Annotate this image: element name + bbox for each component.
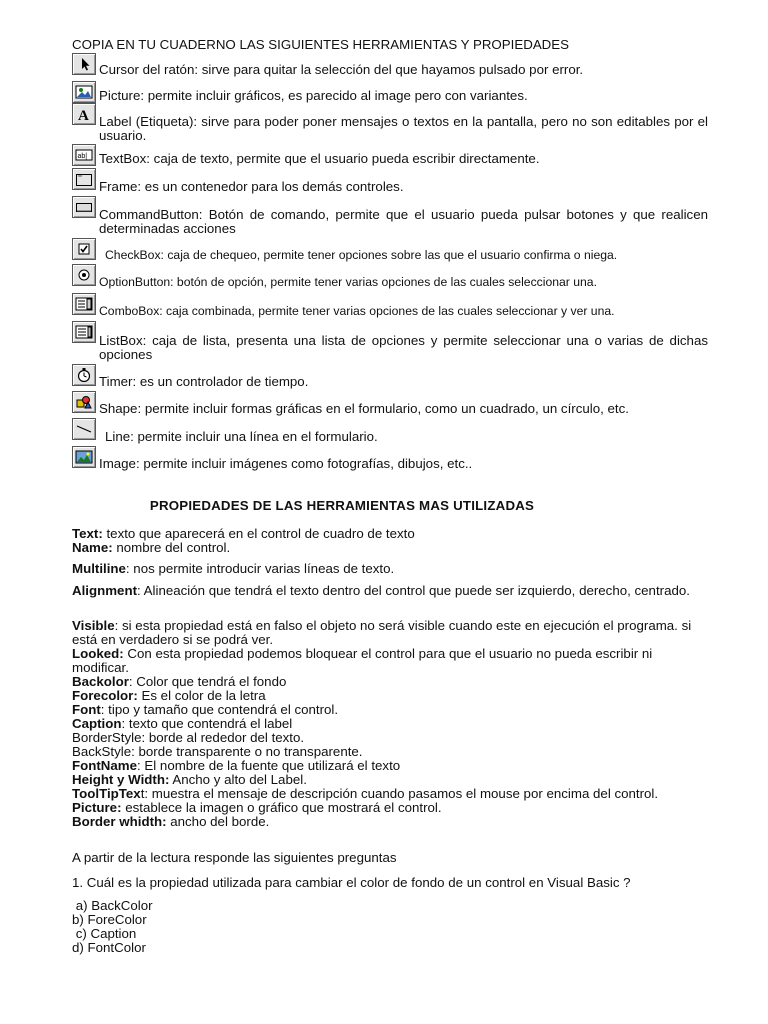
tool-item-shape [72,391,708,416]
property-desc: ancho del borde. [166,814,270,829]
question: 1. Cuál es la propiedad utilizada para cambiar el color de fondo de un control en Visual Basic ? [72,875,631,890]
property-desc: : texto que contendrá el label [121,716,293,731]
instruction: A partir de la lectura responde las siguientes preguntas [72,850,397,865]
textbox-icon [72,144,96,166]
tool-item-textbox [72,144,708,166]
property-name: Height y Width: [72,772,170,787]
property-group [72,619,712,829]
svg-text:ab|: ab| [77,153,88,160]
image-icon [72,446,96,468]
property-desc: : El nombre de la fuente que utilizará el texto [137,758,401,773]
shape-icon [72,391,96,413]
tool-text-listbox: ListBox: caja de lista, presenta una lista de opciones y permite seleccionar una o varias de dichas opciones [99,333,708,362]
tool-text-frame: Frame: es un contenedor para los demás controles. [99,179,404,194]
tool-text-shape: Shape: permite incluir formas gráficas en el formulario, como un cuadrado, un círculo, etc. [99,401,629,416]
property-desc: nombre del control. [112,540,231,555]
property-name: Picture: [72,800,122,815]
timer-icon [72,364,96,386]
tool-item-line [72,418,708,444]
tool-item-timer [72,364,708,389]
picture-icon [72,81,96,103]
tool-item-cursor [72,53,708,77]
tool-item-image [72,446,708,471]
tool-text-image: Image: permite incluir imágenes como fotografías, dibujos, etc.. [99,456,473,471]
line-icon [72,418,96,440]
commandbutton-icon [72,196,96,218]
tool-text-combobox: ComboBox: caja combinada, permite tener varias opciones de las cuales seleccionar y ver una. [99,304,615,318]
answer-option: a) BackColor [72,898,153,913]
tool-text-picture: Picture: permite incluir gráficos, es parecido al image pero con variantes. [99,88,528,103]
property-desc: : tipo y tamaño que contendrá el control. [100,702,339,717]
property-name: Backolor [72,674,129,689]
cursor-icon [72,53,96,75]
property-name: Font [72,702,101,717]
property-name: Visible [72,618,115,633]
property-name: Multiline [72,561,126,576]
property-name: Forecolor: [72,688,138,703]
tool-item-listbox [72,321,708,362]
tool-text-cursor: Cursor del ratón: sirve para quitar la selección del que hayamos pulsado por error. [99,62,584,77]
tool-item-combobox [72,293,708,318]
property-desc: : Alineación que tendrá el texto dentro del control que puede ser izquierdo, derecho, centrado. [137,583,690,598]
property-desc: Es el color de la letra [137,688,266,703]
property-desc: Con esta propiedad podemos bloquear el control para que el usuario no pueda escribir ni modificar. [72,646,653,675]
property-name: FontName [72,758,138,773]
property-text [72,527,712,555]
property-desc: BackStyle: borde transparente o no transparente. [72,744,363,759]
property-desc: Ancho y alto del Label. [169,772,307,787]
property-alignment [72,584,712,598]
tool-item-commandbutton [72,196,708,236]
answer-option: b) ForeColor [72,912,147,927]
combobox-icon [72,293,96,315]
property-desc: : Color que tendrá el fondo [128,674,287,689]
tool-item-frame [72,168,708,194]
answer-options [72,899,712,955]
svg-text:A: A [78,108,89,122]
tool-item-optionbutton [72,264,708,289]
property-multiline [72,562,712,576]
property-name: Alignment [72,583,138,598]
answer-option: d) FontColor [72,940,146,955]
page-heading: COPIA EN TU CUADERNO LAS SIGUIENTES HERRAMIENTAS Y PROPIEDADES [72,37,570,52]
tool-text-checkbox: CheckBox: caja de chequeo, permite tener opciones sobre las que el usuario confirma o niega. [105,248,618,262]
optionbutton-icon [72,264,96,286]
listbox-icon [72,321,96,343]
property-desc: : si esta propiedad está en falso el objeto no será visible cuando este en ejecución el programa. si está en verdadero si se podrá ver. [72,618,692,647]
property-name: Border whidth: [72,814,167,829]
checkbox-icon [72,238,96,260]
tool-item-label [72,103,708,143]
svg-text:xv: xv [78,173,82,178]
tool-text-textbox: TextBox: caja de texto, permite que el usuario pueda escribir directamente. [99,151,540,166]
property-name: Name: [72,540,113,555]
frame-icon [72,168,96,190]
property-name: Caption [72,716,122,731]
properties-title: PROPIEDADES DE LAS HERRAMIENTAS MAS UTILIZADAS [149,498,535,513]
tool-item-picture [72,81,708,103]
tool-text-optionbutton: OptionButton: botón de opción, permite tener varias opciones de las cuales seleccionar una. [99,275,597,289]
answer-option: c) Caption [72,926,137,941]
property-desc: texto que aparecerá en el control de cuadro de texto [102,526,415,541]
tool-text-commandbutton: CommandButton: Botón de comando, permite que el usuario pueda pulsar botones y que realicen determinadas acciones [99,207,708,236]
property-desc: BorderStyle: borde al rededor del texto. [72,730,305,745]
property-name: Text: [72,526,103,541]
tool-item-checkbox [72,238,708,262]
tool-text-label: Label (Etiqueta): sirve para poder poner mensajes o textos en la pantalla, pero no son editables por el usuario. [99,114,708,143]
property-desc: : nos permite introducir varias líneas de texto. [125,561,395,576]
label-icon [72,103,96,125]
property-desc: establece la imagen o gráfico que mostrará el control. [121,800,442,815]
tool-text-line: Line: permite incluir una línea en el formulario. [105,429,378,444]
property-name: ToolTipTex [72,786,141,801]
property-name: Looked: [72,646,124,661]
property-desc: t: muestra el mensaje de descripción cuando pasamos el mouse por encima del control. [140,786,659,801]
tool-text-timer: Timer: es un controlador de tiempo. [99,374,309,389]
